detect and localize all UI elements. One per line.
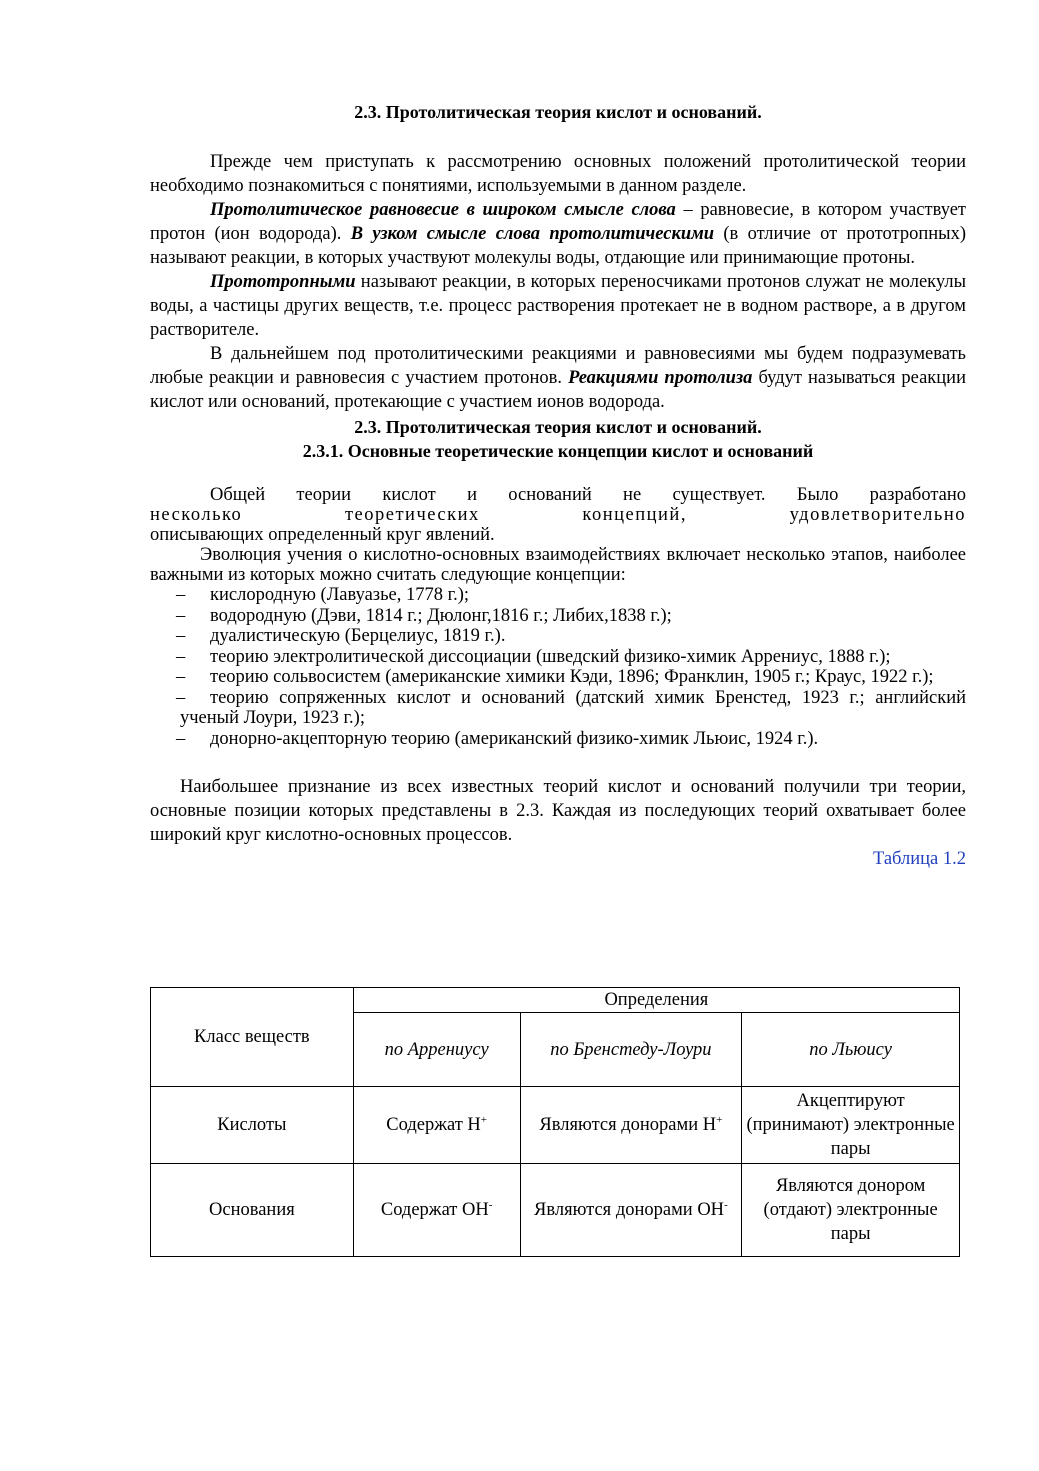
cell-arrhenius (353, 1087, 520, 1164)
paragraph-evolution: Эволюция учения о кислотно-основных взаимодействиях включает несколько этапов, наиболее важными из которых можно считать следующие концепции: (150, 545, 966, 585)
list-item (150, 667, 966, 688)
term-protolysis: Реакциями протолиза (568, 368, 753, 388)
paragraph-prototropic (150, 270, 966, 342)
dash-marker: – (176, 687, 186, 708)
paragraph-text: В дальнейшем под протолитическими реакциями и равновесиями мы будем подразумевать любые реакции и равновесия с участием протонов. (150, 344, 966, 388)
paragraph-three-theories: Наибольшее признание из всех известных теорий кислот и оснований получили три теории, основные позиции которых представлены в 2.3. Каждая из последующих теорий охватывает более широкий круг кислотно-основных процессов. (150, 777, 966, 845)
table-header-row (151, 988, 960, 1013)
paragraph-text: будут называться реакции кислот или оснований, протекающие с участием ионов водорода. (150, 368, 966, 412)
header-definitions: Определения (353, 988, 959, 1013)
cell-text: Содержат H (386, 1115, 481, 1135)
charge-sup: - (724, 1198, 728, 1211)
cell-bronsted (520, 1164, 742, 1257)
section-heading-repeat: 2.3. Протолитическая теория кислот и оснований. (354, 417, 762, 437)
dash-marker: – (176, 626, 186, 646)
row-name: Кислоты (151, 1087, 354, 1164)
paragraph-intro-text: Прежде чем приступать к рассмотрению основных положений протолитической теории необходимо познакомиться с понятиями, используемыми в данном разделе. (150, 152, 966, 196)
list-item (150, 688, 966, 729)
paragraph-text: – равновесие, в котором участвует протон (ион водорода). (150, 200, 967, 244)
list-item (150, 729, 966, 750)
list-item (150, 647, 966, 668)
cell-text: Содержат OH (380, 1200, 489, 1220)
paragraph-intro (150, 150, 966, 198)
definitions-table (150, 987, 960, 1257)
list-item-text: водородную (Дэви, 1814 г.; Дюлонг,1816 г.; Либих,1838 г.); (210, 605, 672, 626)
list-item-text: донорно-акцепторную теорию (американский физико-химик Льюис, 1924 г.). (210, 728, 819, 749)
list-item (150, 585, 966, 606)
dash-marker: – (176, 667, 186, 687)
row-name: Основания (151, 1164, 354, 1257)
cell-text: Являются донорами H (539, 1115, 717, 1135)
list-item (150, 626, 966, 647)
paragraph-text: (в отличие от прототропных) называют реакции, в которых участвуют молекулы воды, отдающие или принимающие протоны. (150, 224, 966, 268)
subsection-heading: 2.3.1. Основные теоретические концепции кислот и оснований (302, 441, 814, 461)
paragraph-no-general-theory (150, 485, 966, 545)
list-item-text: кислородную (Лавуазье, 1778 г.); (210, 585, 470, 605)
header-class: Класс веществ (151, 988, 354, 1087)
header-lewis: по Льюису (742, 1013, 960, 1087)
list-item-text: теорию электролитической диссоциации (шведский физико-химик Аррениус, 1888 г.); (210, 646, 891, 667)
list-item-text: теорию сольвосистем (американские химики Кэди, 1896; Франклин, 1905 г.; Краус, 1922 г.); (210, 667, 934, 687)
table-caption: Таблица 1.2 (873, 849, 966, 869)
paragraph-protolytic-equilibrium (150, 198, 966, 270)
charge-sup: + (480, 1113, 487, 1126)
dash-marker: – (176, 646, 186, 667)
table-row (151, 1164, 960, 1257)
term-prototropic: Прототропными (210, 272, 356, 292)
term-narrow-sense: В узком смысле слова протолитическими (350, 224, 715, 244)
list-item-text: дуалистическую (Берцелиус, 1819 г.). (210, 626, 506, 646)
list-item-text: теорию сопряженных кислот и оснований (датский химик Бренстед, 1923 г.; английский ученый Лоури, 1923 г.); (180, 687, 966, 728)
cell-lewis: Акцептируют (принимают) электронные пары (742, 1087, 960, 1164)
section-heading: 2.3. Протолитическая теория кислот и оснований. (354, 102, 762, 122)
paragraph-text: называют реакции, в которых переносчиками протонов служат не молекулы воды, а частицы других веществ, т.е. процесс растворения протекает не в водном растворе, а в другом растворителе. (150, 272, 966, 340)
concepts-list (150, 585, 966, 749)
header-arrhenius: по Аррениусу (353, 1013, 520, 1087)
paragraph-line: описывающих определенный круг явлений. (150, 525, 495, 545)
dash-marker: – (176, 605, 186, 626)
paragraph-line: несколько теоретических концепций, удовлетворительно (150, 505, 966, 525)
cell-arrhenius (353, 1164, 520, 1257)
cell-text: Являются донорами OH (534, 1200, 725, 1220)
paragraph-protolysis (150, 342, 966, 414)
table-row (151, 1087, 960, 1164)
term-protolytic-equilibrium: Протолитическое равновесие в широком смысле слова (210, 200, 676, 220)
document-page (150, 100, 966, 871)
cell-bronsted (520, 1087, 742, 1164)
dash-marker: – (176, 585, 186, 605)
charge-sup: - (488, 1198, 493, 1211)
header-bronsted: по Бренстеду-Лоури (520, 1013, 742, 1087)
list-item (150, 606, 966, 627)
paragraph-line: Общей теории кислот и оснований не существует. Было разработано (210, 485, 966, 505)
cell-lewis: Являются донором (отдают) электронные пары (742, 1164, 960, 1257)
dash-marker: – (176, 728, 186, 749)
charge-sup: + (716, 1113, 723, 1126)
